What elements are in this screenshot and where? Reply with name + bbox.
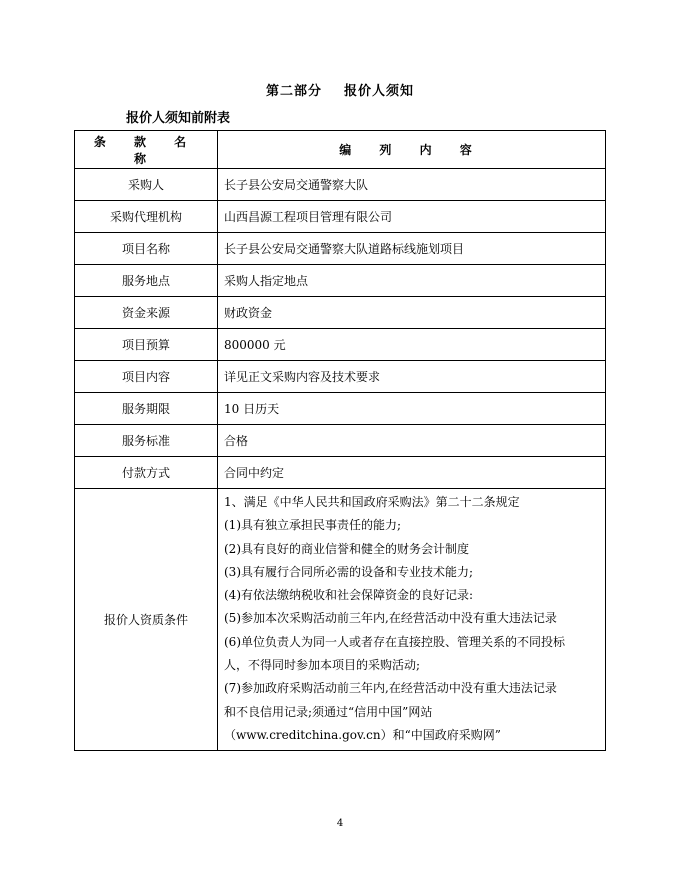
- row-name: 付款方式: [75, 457, 218, 489]
- table-caption: 报价人须知前附表: [126, 111, 231, 126]
- table-row: [75, 393, 606, 425]
- table-row: [75, 425, 606, 457]
- row-value: 采购人指定地点: [218, 265, 606, 297]
- table-row: [75, 457, 606, 489]
- page-number: 4: [336, 818, 344, 829]
- qualification-line: (5)参加本次采购活动前三年内,在经营活动中没有重大违法记录: [224, 611, 557, 626]
- row-value: 合格: [218, 425, 606, 457]
- qualification-line: (6)单位负责人为同一人或者存在直接控股、管理关系的不同投标: [224, 634, 566, 649]
- table-header-row: [75, 131, 606, 169]
- qualification-line: （www.creditchina.gov.cn）和“中国政府采购网”: [224, 727, 501, 742]
- instructions-table: [74, 130, 606, 751]
- qualification-line: (1)具有独立承担民事责任的能力;: [224, 518, 402, 533]
- row-value: 山西昌源工程项目管理有限公司: [218, 201, 606, 233]
- qualification-line: (3)具有履行合同所必需的设备和专业技术能力;: [224, 564, 474, 579]
- row-name: 采购人: [75, 169, 218, 201]
- row-name: 采购代理机构: [75, 201, 218, 233]
- row-name: 项目内容: [75, 361, 218, 393]
- row-name: 服务期限: [75, 393, 218, 425]
- row-name: 项目名称: [75, 233, 218, 265]
- qualification-line: (7)参加政府采购活动前三年内,在经营活动中没有重大违法记录: [224, 681, 557, 696]
- header-clause-name: 条 款 名 称: [75, 131, 218, 169]
- row-name: 服务地点: [75, 265, 218, 297]
- table-row: [75, 329, 606, 361]
- section-title: 第二部分 报价人须知: [265, 84, 415, 99]
- row-value: 10 日历天: [218, 393, 606, 425]
- table-row: [75, 265, 606, 297]
- table-row: [75, 233, 606, 265]
- row-value: 合同中约定: [218, 457, 606, 489]
- qualification-line: (4)有依法缴纳税收和社会保障资金的良好记录:: [224, 588, 474, 603]
- row-value: 800000 元: [218, 329, 606, 361]
- qualification-name: 报价人资质条件: [75, 489, 218, 751]
- qualification-line: 人，不得同时参加本项目的采购活动;: [224, 658, 421, 673]
- qualification-row: [75, 489, 606, 751]
- row-name: 项目预算: [75, 329, 218, 361]
- qualification-line: (2)具有良好的商业信誉和健全的财务会计制度: [224, 541, 469, 556]
- header-content: 编 列 内 容: [218, 131, 606, 169]
- row-value: 长子县公安局交通警察大队道路标线施划项目: [218, 233, 606, 265]
- qualification-line: 1、满足《中华人民共和国政府采购法》第二十二条规定: [224, 495, 520, 509]
- table-row: [75, 297, 606, 329]
- row-name: 资金来源: [75, 297, 218, 329]
- row-name: 服务标准: [75, 425, 218, 457]
- qualification-content: [218, 489, 606, 751]
- table-row: [75, 201, 606, 233]
- row-value: 长子县公安局交通警察大队: [218, 169, 606, 201]
- row-value: 财政资金: [218, 297, 606, 329]
- table-row: [75, 169, 606, 201]
- table-row: [75, 361, 606, 393]
- qualification-line: 和不良信用记录;须通过“信用中国”网站: [224, 704, 433, 719]
- row-value: 详见正文采购内容及技术要求: [218, 361, 606, 393]
